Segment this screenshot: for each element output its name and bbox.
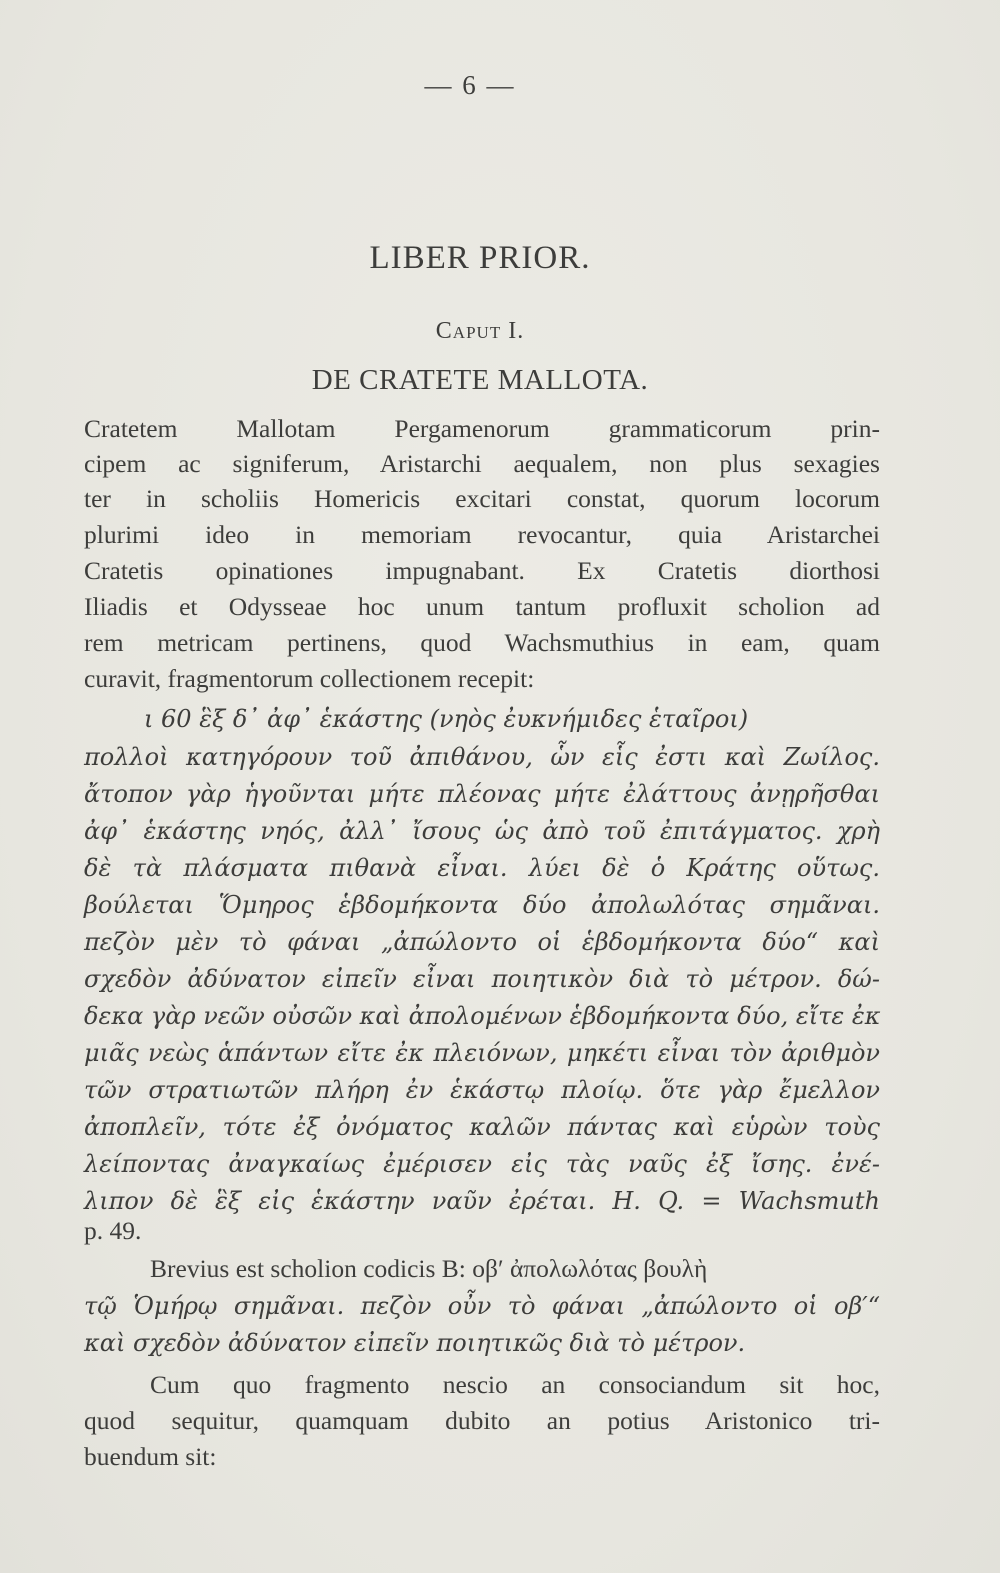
greek-line: δὲ τὰ πλάσματα πιθανὰ εἶναι. λύει δὲ ὁ Κράτης οὕτως.	[84, 854, 880, 882]
greek-line: ἄτοπον γὰρ ἡγοῦνται μήτε πλέονας μήτε ἐλάττους ἀνῃρῆσθαι	[84, 780, 880, 808]
greek-line: λείποντας ἀναγκαίως ἐμέρισεν εἰς τὰς ναῦς ἐξ ἴσης. ἐνέ-	[84, 1150, 880, 1178]
text-line: rem metricam pertinens, quod Wachsmuthius in eam, quam	[84, 628, 880, 657]
text-line: Brevius est scholion codicis B: οβ′ ἀπολωλότας βουλὴ	[150, 1254, 708, 1283]
chapter-label: Caput I.	[435, 318, 525, 344]
text-line: Cratetem Mallotam Pergamenorum grammaticorum prin-	[84, 414, 880, 443]
greek-line: ἀφ᾽ ἑκάστης νηός, ἀλλ᾽ ἴσους ὡς ἀπὸ τοῦ ἐπιτάγματος. χρὴ	[84, 817, 880, 845]
greek-line: βούλεται Ὅμηρος ἑβδομήκοντα δύο ἀπολωλότας σημᾶναι.	[84, 891, 880, 919]
greek-line: πολλοὶ κατηγόρουν τοῦ ἀπιθάνου, ὧν εἷς ἐστι καὶ Ζωίλος.	[84, 743, 880, 771]
greek-line: τῷ Ὁμήρῳ σημᾶναι. πεζὸν οὖν τὸ φάναι „ἀπώλοντο οἱ οβ′“	[84, 1292, 880, 1320]
text-line: quod sequitur, quamquam dubito an potius Aristonico tri-	[84, 1406, 880, 1435]
greek-line: τῶν στρατιωτῶν πλήρη ἐν ἑκάστῳ πλοίῳ. ὅτε γὰρ ἔμελλον	[84, 1076, 880, 1104]
book-title: LIBER PRIOR.	[369, 240, 591, 276]
text-line: plurimi ideo in memoriam revocantur, quia Aristarchei	[84, 520, 880, 549]
text-line: Cum quo fragmento nescio an consociandum sit hoc,	[150, 1370, 880, 1399]
greek-line: ι 60 ἓξ δ᾽ ἀφ᾽ ἑκάστης (νηὸς ἐυκνήμιδες ἑταῖροι)	[144, 705, 749, 733]
chapter-title: DE CRATETE MALLOTA.	[311, 364, 649, 396]
text-line: Iliadis et Odysseae hoc unum tantum profluxit scholion ad	[84, 592, 880, 621]
greek-line: ἀποπλεῖν, τότε ἐξ ὀνόματος καλῶν πάντας καὶ εὑρὼν τοὺς	[84, 1113, 880, 1141]
page-number: — 6 —	[424, 70, 516, 100]
greek-line: μιᾶς νεὼς ἁπάντων εἴτε ἐκ πλειόνων, μηκέτι εἶναι τὸν ἀριθμὸν	[84, 1039, 880, 1067]
text-line: buendum sit:	[84, 1442, 217, 1471]
greek-line: πεζὸν μὲν τὸ φάναι „ἀπώλοντο οἱ ἑβδομήκοντα δύο“ καὶ	[84, 928, 880, 956]
text-line: ter in scholiis Homericis excitari constat, quorum locorum	[84, 484, 880, 513]
greek-line: δεκα γὰρ νεῶν οὐσῶν καὶ ἀπολομένων ἑβδομήκοντα δύο, εἴτε ἐκ	[84, 1002, 881, 1030]
text-line: Cratetis opinationes impugnabant. Ex Cratetis diorthosi	[84, 556, 880, 585]
text-line: p. 49.	[84, 1216, 142, 1245]
greek-line: σχεδὸν ἀδύνατον εἰπεῖν εἶναι ποιητικὸν διὰ τὸ μέτρον. δώ-	[84, 965, 880, 993]
text-line: cipem ac signiferum, Aristarchi aequalem, non plus sexagies	[84, 449, 880, 478]
greek-line: καὶ σχεδὸν ἀδύνατον εἰπεῖν ποιητικῶς διὰ τὸ μέτρον.	[84, 1329, 746, 1357]
text-line: curavit, fragmentorum collectionem recepit:	[84, 664, 535, 693]
greek-line: λιπον δὲ ἓξ εἰς ἑκάστην ναῦν ἐρέται. H. Q. = Wachsmuth	[84, 1187, 880, 1215]
